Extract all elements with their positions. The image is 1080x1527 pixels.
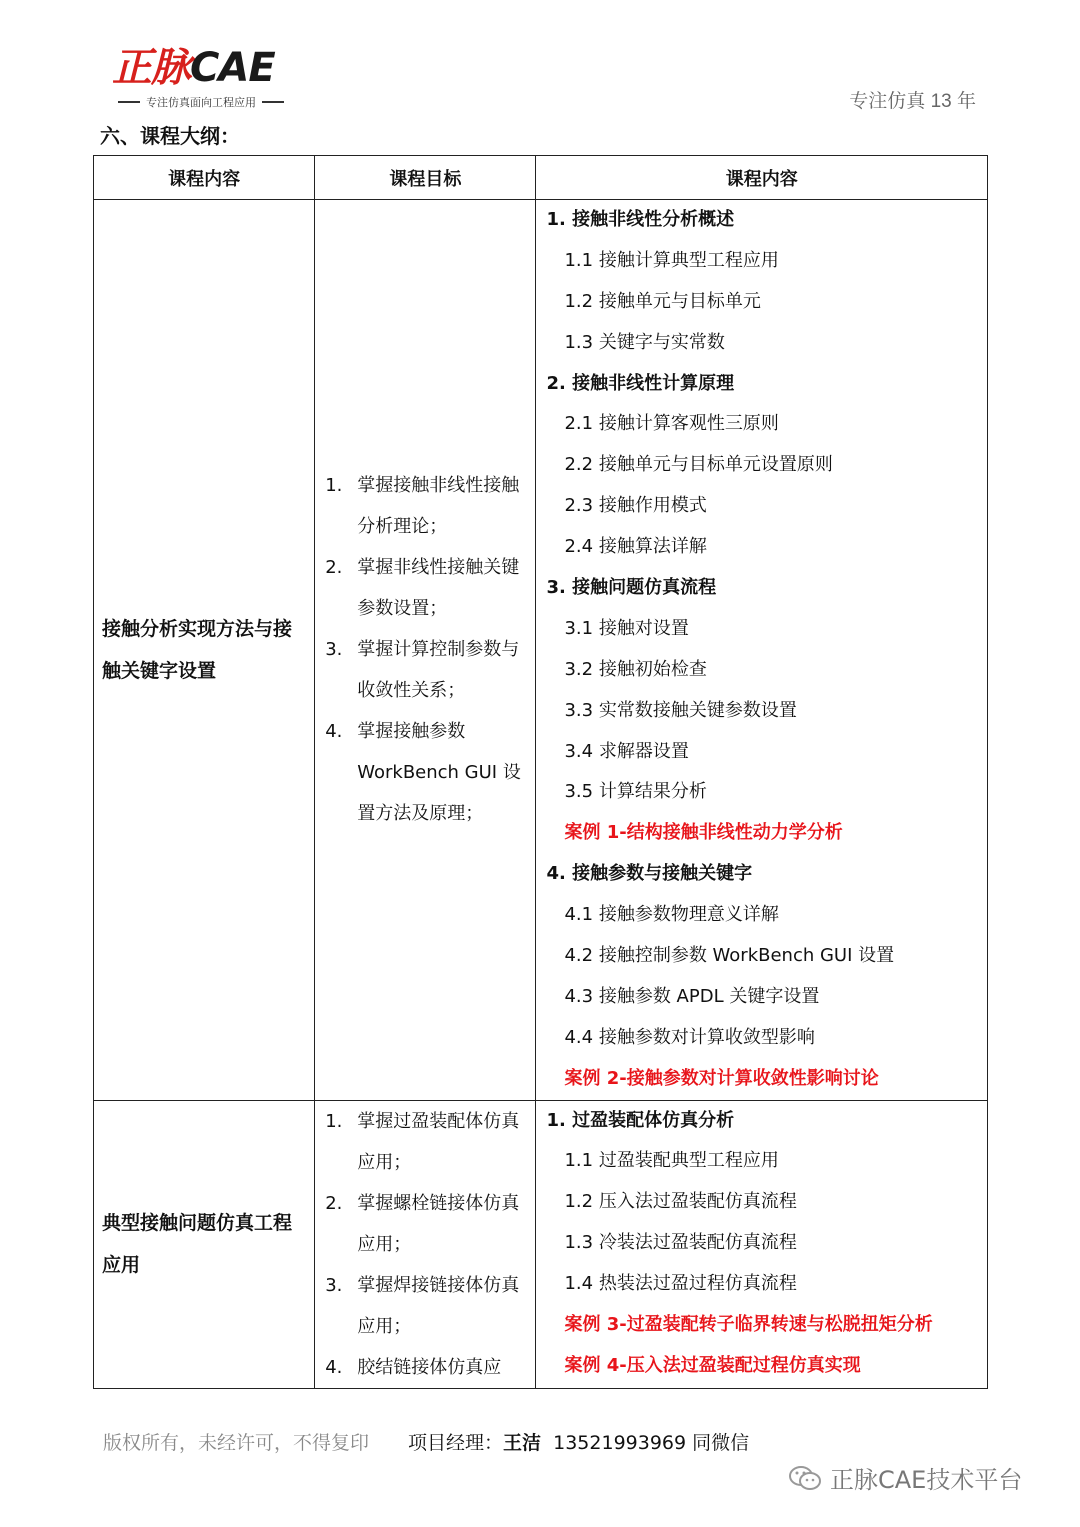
table-header-cell: 课程内容	[94, 156, 315, 200]
content-subitem: 1.4 热装法过盈过程仿真流程	[564, 1273, 797, 1295]
table-header-cell: 课程内容	[536, 156, 988, 200]
content-subitem: 1.3 冷装法过盈装配仿真流程	[564, 1232, 797, 1254]
goal-number: 1.	[325, 1110, 343, 1132]
manager-phone: 13521993969 同微信	[553, 1432, 750, 1454]
goal-number: 2.	[325, 557, 343, 579]
logo-tagline-text: 专注仿真面向工程应用	[146, 96, 256, 109]
content-subitem: 4.4 接触参数对计算收敛型影响	[564, 1026, 815, 1048]
goal-text: 掌握焊接链接体仿真应用；	[357, 1274, 520, 1337]
goal-text: 掌握接触非线性接触分析理论；	[357, 475, 520, 538]
logo-brand-en: CAE	[190, 45, 275, 91]
content-subitem: 4.3 接触参数 APDL 关键字设置	[564, 985, 820, 1007]
header-slogan: 专注仿真 13 年	[849, 91, 976, 112]
logo-brand-zh: 正脉	[112, 45, 190, 91]
goal-text: 掌握过盈装配体仿真应用；	[357, 1110, 520, 1173]
content-subitem: 3.4 求解器设置	[564, 740, 689, 762]
content-subitem: 1.2 压入法过盈装配仿真流程	[564, 1191, 797, 1213]
goal-item	[325, 1183, 527, 1265]
section-title: 六、课程大纲：	[100, 124, 240, 148]
goal-item	[325, 465, 527, 547]
goal-item	[325, 1265, 527, 1347]
goal-number: 2.	[325, 1192, 343, 1214]
content-case-study: 案例 1-结构接触非线性动力学分析	[564, 822, 843, 844]
content-subitem: 2.3 接触作用模式	[564, 495, 707, 517]
content-subitem: 1.1 过盈装配典型工程应用	[564, 1150, 779, 1172]
footer-copyright: 版权所有，未经许可，不得复印	[103, 1432, 370, 1454]
content-subitem: 1.2 接触单元与目标单元	[564, 290, 761, 312]
course-goals	[315, 1100, 536, 1388]
content-case-study: 案例 3-过盈装配转子临界转速与松脱扭矩分析	[564, 1314, 933, 1336]
content-heading: 1. 过盈装配体仿真分析	[546, 1109, 735, 1131]
goal-number: 3.	[325, 1274, 343, 1296]
footer-contact	[408, 1428, 749, 1455]
content-case-study: 案例 4-压入法过盈装配过程仿真实现	[564, 1354, 861, 1376]
goal-number: 1.	[325, 475, 343, 497]
content-heading: 1. 接触非线性分析概述	[546, 209, 735, 230]
content-subitem: 2.2 接触单元与目标单元设置原则	[564, 454, 833, 476]
content-subitem: 1.3 关键字与实常数	[564, 331, 725, 353]
content-subitem: 3.5 计算结果分析	[564, 781, 707, 803]
content-subitem: 3.2 接触初始检查	[564, 658, 707, 680]
content-subitem: 1.1 接触计算典型工程应用	[564, 249, 779, 271]
content-subitem: 3.3 实常数接触关键参数设置	[564, 699, 797, 721]
content-heading: 3. 接触问题仿真流程	[546, 577, 717, 599]
course-outline-table	[93, 155, 988, 1389]
content-heading: 4. 接触参数与接触关键字	[546, 863, 753, 885]
content-heading: 2. 接触非线性计算原理	[546, 372, 735, 394]
goal-text: 掌握螺栓链接体仿真应用；	[357, 1192, 520, 1255]
manager-label: 项目经理：	[408, 1432, 504, 1454]
content-subitem: 2.4 接触算法详解	[564, 536, 707, 558]
course-goals	[315, 200, 536, 1101]
content-subitem: 4.2 接触控制参数 WorkBench GUI 设置	[564, 945, 895, 967]
table-row	[94, 200, 988, 1101]
wechat-icon	[788, 1464, 822, 1492]
course-content	[536, 1100, 988, 1388]
goal-number: 4.	[325, 1356, 343, 1378]
content-subitem: 3.1 接触对设置	[564, 617, 689, 639]
course-module-name: 典型接触问题仿真工程应用	[94, 1100, 315, 1388]
brand-logo	[112, 44, 312, 114]
course-content	[536, 200, 988, 1101]
goal-item	[325, 1347, 527, 1388]
goal-text: 掌握非线性接触关键参数设置；	[357, 557, 520, 620]
content-subitem: 2.1 接触计算客观性三原则	[564, 413, 779, 435]
table-header-cell: 课程目标	[315, 156, 536, 200]
goal-item	[325, 547, 527, 629]
goal-number: 4.	[325, 721, 343, 743]
content-case-study: 案例 2-接触参数对计算收敛性影响讨论	[564, 1067, 879, 1089]
table-row	[94, 1100, 988, 1388]
course-module-name: 接触分析实现方法与接触关键字设置	[94, 200, 315, 1101]
goal-text: 胶结链接体仿真应	[357, 1356, 502, 1378]
table-header-row	[94, 156, 988, 200]
logo-tagline	[112, 94, 290, 110]
goal-item	[325, 711, 527, 834]
goal-number: 3.	[325, 639, 343, 661]
goal-text: 掌握计算控制参数与收敛性关系；	[357, 639, 520, 702]
content-subitem: 4.1 接触参数物理意义详解	[564, 904, 779, 926]
goal-text: 掌握接触参数WorkBench GUI 设置方法及原理；	[357, 721, 521, 825]
watermark	[788, 1460, 1022, 1495]
watermark-text: 正脉CAE技术平台	[830, 1466, 1023, 1494]
manager-name: 王洁	[503, 1432, 542, 1454]
goal-item	[325, 629, 527, 711]
goal-item	[325, 1101, 527, 1183]
